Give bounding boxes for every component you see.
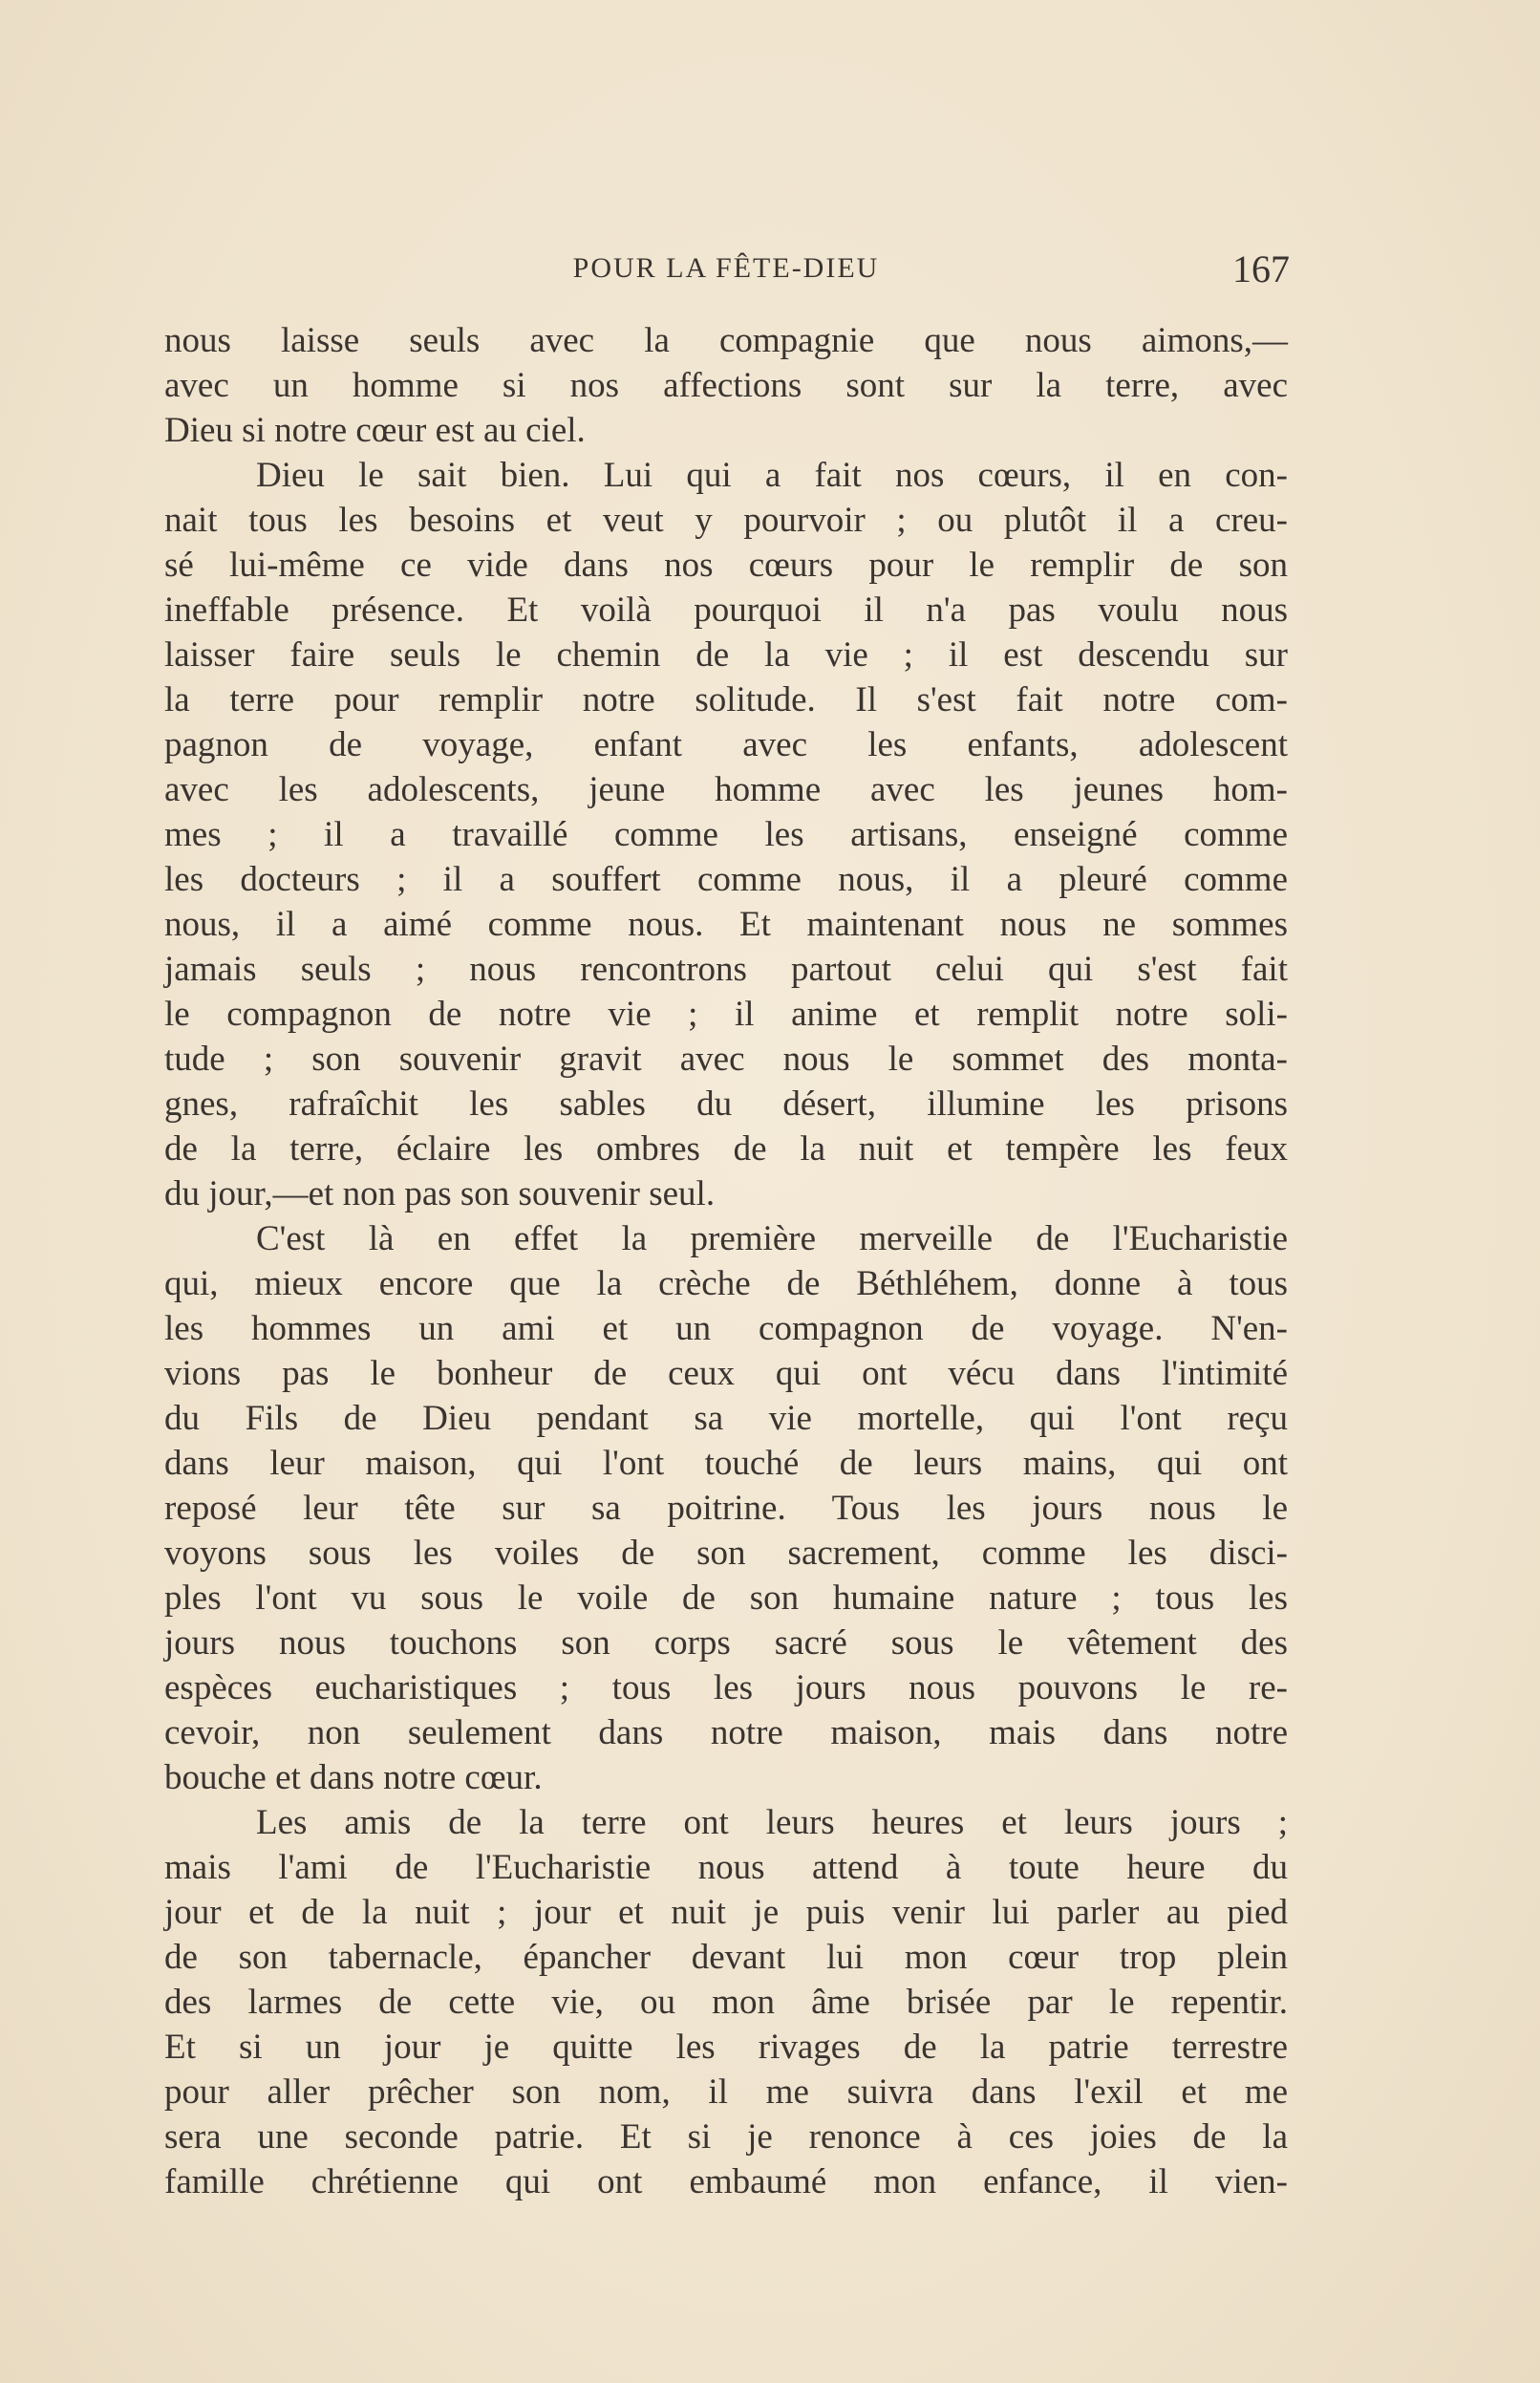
text-line: cevoir, non seulement dans notre maison, mais dans notre [164,1713,1288,1752]
text-line: la terre pour remplir notre solitude. Il s'est fait notre com- [164,680,1288,719]
text-line: vions pas le bonheur de ceux qui ont vécu dans l'intimité [164,1354,1288,1393]
text-line: nous laisse seuls avec la compagnie que nous aimons,— [164,321,1288,360]
text-line: voyons sous les voiles de son sacrement, comme les disci- [164,1534,1288,1573]
text-line: laisser faire seuls le chemin de la vie ; il est descendu sur [164,635,1288,675]
text-line: de son tabernacle, épancher devant lui mon cœur trop plein [164,1938,1288,1977]
text-line: les docteurs ; il a souffert comme nous, il a pleuré comme [164,860,1288,899]
text-line: ineffable présence. Et voilà pourquoi il n'a pas voulu nous [164,590,1288,630]
text-line: les hommes un ami et un compagnon de voyage. N'en- [164,1309,1288,1348]
text-line: Dieu si notre cœur est au ciel. [164,411,586,450]
text-line: des larmes de cette vie, ou mon âme brisée par le repentir. [164,1983,1288,2022]
text-line: nous, il a aimé comme nous. Et maintenant nous ne sommes [164,905,1288,944]
text-line: de la terre, éclaire les ombres de la nuit et tempère les feux [164,1129,1288,1169]
text-line: Les amis de la terre ont leurs heures et leurs jours ; [256,1803,1288,1842]
text-line: du jour,—et non pas son souvenir seul. [164,1174,716,1213]
text-line: sé lui-même ce vide dans nos cœurs pour le remplir de son [164,546,1288,585]
text-line: mes ; il a travaillé comme les artisans, enseigné comme [164,815,1288,854]
running-title: POUR LA FÊTE-DIEU [572,252,880,284]
text-line: famille chrétienne qui ont embaumé mon enfance, il vien- [164,2162,1288,2201]
body-text [164,318,1288,2204]
text-line: espèces eucharistiques ; tous les jours nous pouvons le re- [164,1668,1288,1707]
text-line: pour aller prêcher son nom, il me suivra dans l'exil et me [164,2072,1288,2112]
text-line: bouche et dans notre cœur. [164,1758,543,1797]
text-line: avec un homme si nos affections sont sur la terre, avec [164,366,1288,405]
text-line: avec les adolescents, jeune homme avec les jeunes hom- [164,770,1288,809]
text-line: Dieu le sait bien. Lui qui a fait nos cœurs, il en con- [256,456,1288,495]
text-line: sera une seconde patrie. Et si je renonce à ces joies de la [164,2117,1288,2157]
text-line: ples l'ont vu sous le voile de son humaine nature ; tous les [164,1578,1288,1618]
text-line: qui, mieux encore que la crèche de Béthléhem, donne à tous [164,1264,1288,1303]
page-number: 167 [1232,247,1290,290]
text-line: tude ; son souvenir gravit avec nous le sommet des monta- [164,1040,1288,1079]
text-line: gnes, rafraîchit les sables du désert, illumine les prisons [164,1084,1288,1124]
text-line: pagnon de voyage, enfant avec les enfants, adolescent [164,725,1288,764]
text-line: jours nous touchons son corps sacré sous le vêtement des [164,1623,1288,1663]
text-line: Et si un jour je quitte les rivages de la patrie terrestre [164,2028,1288,2067]
running-head [162,247,1290,294]
text-line: nait tous les besoins et veut y pourvoir ; ou plutôt il a creu- [164,501,1288,540]
text-line: dans leur maison, qui l'ont touché de leurs mains, qui ont [164,1444,1288,1483]
text-line: le compagnon de notre vie ; il anime et remplit notre soli- [164,995,1288,1034]
text-line: jamais seuls ; nous rencontrons partout celui qui s'est fait [164,950,1288,989]
text-line: C'est là en effet la première merveille de l'Eucharistie [256,1219,1288,1258]
text-line: jour et de la nuit ; jour et nuit je puis venir lui parler au pied [164,1893,1288,1932]
text-line: du Fils de Dieu pendant sa vie mortelle, qui l'ont reçu [164,1399,1288,1438]
text-line: mais l'ami de l'Eucharistie nous attend à toute heure du [164,1848,1288,1887]
text-line: reposé leur tête sur sa poitrine. Tous les jours nous le [164,1489,1288,1528]
